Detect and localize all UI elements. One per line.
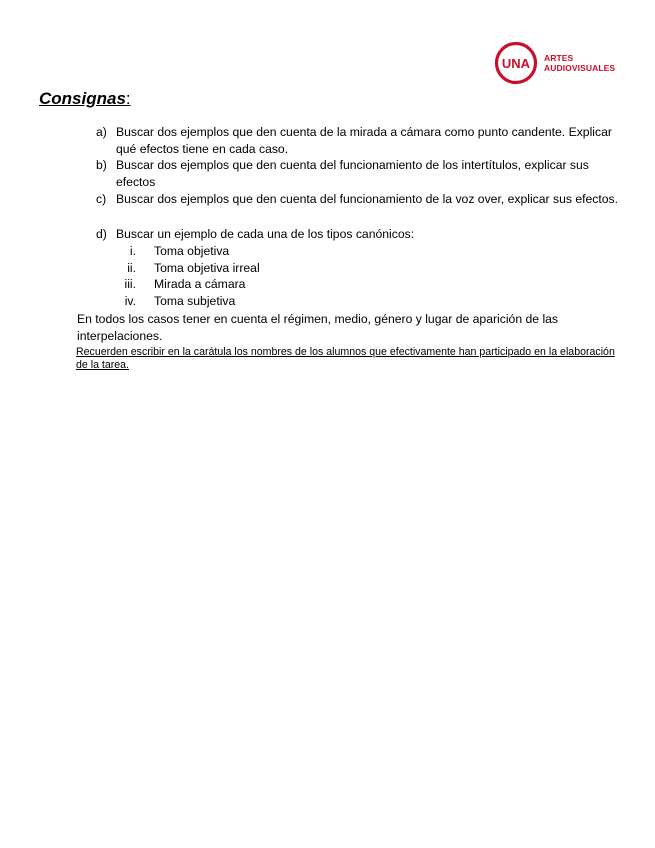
sublist-marker: i. xyxy=(129,244,136,258)
sublist-item-ii xyxy=(116,260,416,277)
underlined-note: Recuerden escribir en la carátula los nombres de los alumnos que efectivamente han participado en la elaboración de la tarea. xyxy=(76,346,615,371)
list-item-text: Buscar dos ejemplos que den cuenta del funcionamiento de la voz over, explicar sus efectos. xyxy=(116,192,619,206)
logo-line-2: AUDIOVISUALES xyxy=(544,63,616,73)
sublist-marker: iii. xyxy=(124,277,136,291)
list-item-d xyxy=(96,226,621,243)
list-item-a xyxy=(96,124,621,157)
sublist-item-text: Toma subjetiva xyxy=(154,294,236,308)
page-title xyxy=(39,88,131,110)
una-logo xyxy=(494,41,615,85)
sublist-item-i xyxy=(116,243,416,260)
sublist-item-text: Mirada a cámara xyxy=(154,277,246,291)
una-logo-mark xyxy=(494,41,538,85)
list-marker: b) xyxy=(96,158,107,172)
logo-line-1: ARTES xyxy=(544,53,574,63)
sublist-marker: ii. xyxy=(127,261,136,275)
list-item-c xyxy=(96,191,621,208)
list-marker: c) xyxy=(96,192,107,206)
una-logo-text xyxy=(544,53,615,73)
closing-paragraph: En todos los casos tener en cuenta el régimen, medio, género y lugar de aparición de las interpelaciones. xyxy=(77,312,559,343)
list-item-text: Buscar un ejemplo de cada una de los tipos canónicos: xyxy=(116,227,415,241)
list-marker: d) xyxy=(96,227,107,241)
sublist-item-text: Toma objetiva irreal xyxy=(154,261,260,275)
sublist-item-iv xyxy=(116,293,416,310)
list-item-text: Buscar dos ejemplos que den cuenta del funcionamiento de los intertítulos, explicar sus efectos xyxy=(116,158,589,189)
list-marker: a) xyxy=(96,125,107,139)
sublist-marker: iv. xyxy=(124,294,136,308)
sublist-item-text: Toma objetiva xyxy=(154,244,230,258)
title-colon: : xyxy=(125,89,131,108)
title-text: Consignas xyxy=(39,89,126,108)
list-item-b xyxy=(96,157,621,190)
list-item-text: Buscar dos ejemplos que den cuenta de la mirada a cámara como punto candente. Explicar qué efectos tiene en cada caso. xyxy=(116,125,612,156)
svg-text:UNA: UNA xyxy=(501,56,531,71)
sublist-item-iii xyxy=(116,276,416,293)
